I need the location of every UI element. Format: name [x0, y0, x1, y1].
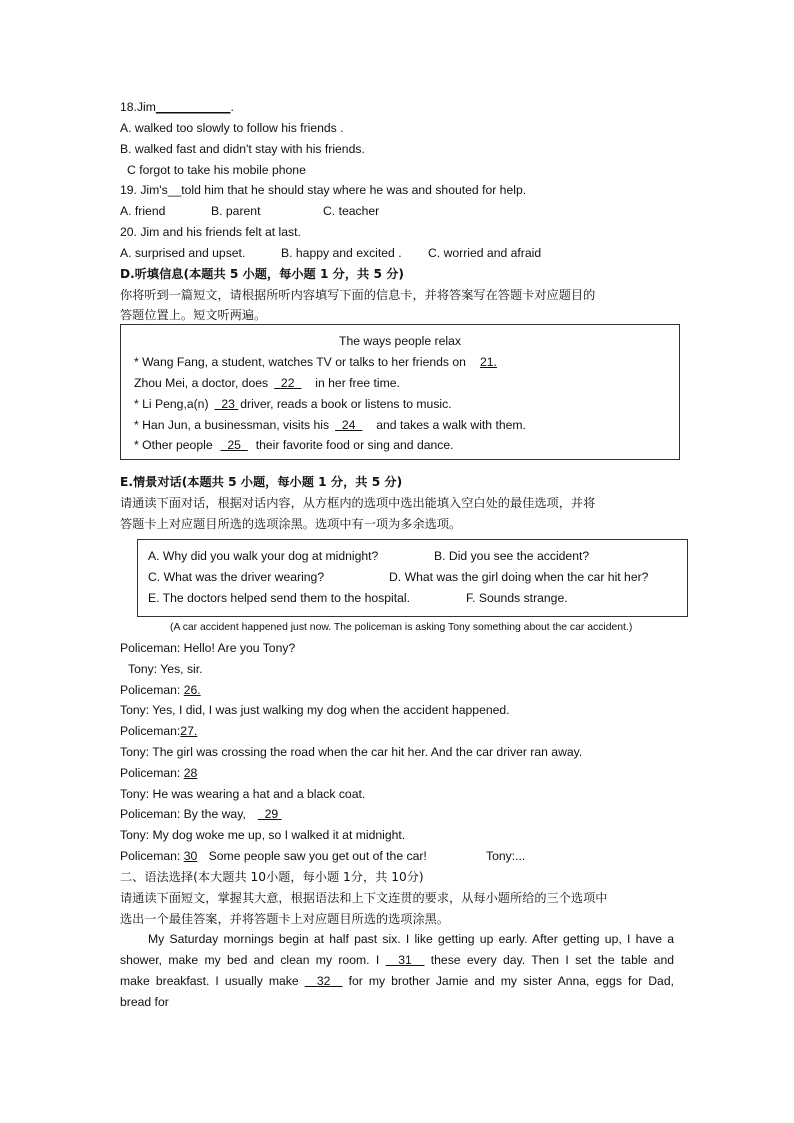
dialogue-line-29: Policeman: By the way, 29: [120, 806, 282, 822]
option-c: C. What was the driver wearing?: [148, 570, 325, 584]
blank-25: 25: [227, 438, 241, 452]
option-b: B. Did you see the accident?: [434, 549, 590, 563]
blank-31: 31: [398, 953, 412, 967]
dialogue-line-6: Tony: The girl was crossing the road when the car hit her. And the car driver ran away.: [120, 745, 583, 759]
blank-27: 27.: [180, 724, 198, 738]
passage-line-4: bread for: [120, 995, 169, 1009]
q19-option-c: C. teacher: [323, 204, 380, 218]
dialogue-line-4: Tony: Yes, I did, I was just walking my dog when the accident happened.: [120, 703, 510, 717]
blank-24: 24: [341, 418, 356, 432]
option-e: E. The doctors helped send them to the hospital.: [148, 591, 410, 605]
dialogue-line-8: Tony: He was wearing a hat and a black coat.: [120, 787, 366, 801]
info-card-line-22: Zhou Mei, a doctor, does 22 in her free time.: [134, 376, 400, 390]
q19-option-b: B. parent: [211, 204, 261, 218]
q18-option-a: A. walked too slowly to follow his friends .: [120, 121, 344, 135]
grammar-instruction-2: 选出一个最佳答案，并将答题卡上对应题目所选的选项涂黑。: [120, 912, 450, 926]
options-box: [137, 539, 688, 617]
blank-32: 32: [316, 974, 331, 988]
passage-line-1: My Saturday mornings begin at half past six. I like getting up early. After getting up, I have a: [148, 932, 674, 946]
q20-option-c: C. worried and afraid: [428, 246, 542, 260]
info-card: [120, 324, 680, 460]
q20-option-b: B. happy and excited .: [281, 246, 402, 260]
q18-option-b: B. walked fast and didn't stay with his friends.: [120, 142, 365, 156]
q19-stem: 19. Jim's__told him that he should stay where he was and shouted for help.: [120, 183, 527, 197]
info-card-line-24: * Han Jun, a businessman, visits his 24 and takes a walk with them.: [134, 418, 526, 432]
blank-23: 23: [221, 397, 235, 411]
dialogue-line-28: Policeman: 28: [120, 766, 198, 780]
dialogue-line-1: Policeman: Hello! Are you Tony?: [120, 641, 296, 655]
section-d-instruction-1: 你将听到一篇短文，请根据所听内容填写下面的信息卡，并将答案写在答题卡对应题目的: [120, 288, 596, 302]
option-f: F. Sounds strange.: [466, 591, 568, 605]
blank-29: 29: [264, 807, 279, 821]
section-d-heading: D.听填信息(本题共 5 小题，每小题 1 分，共 5 分): [120, 267, 404, 281]
info-card-title: The ways people relax: [339, 334, 461, 348]
info-card-line-21: * Wang Fang, a student, watches TV or talks to her friends on 21.: [134, 355, 497, 369]
dialogue-note: (A car accident happened just now. The policeman is asking Tony something about the car accident.): [170, 622, 633, 633]
option-a: A. Why did you walk your dog at midnight?: [148, 549, 379, 563]
grammar-heading: 二、语法选择(本大题共 10小题，每小题 1分，共 10分): [120, 870, 424, 884]
section-e-instruction-1: 请通读下面对话，根据对话内容，从方框内的选项中选出能填入空白处的最佳选项，并将: [120, 496, 596, 510]
blank-22: 22: [280, 376, 295, 390]
info-card-line-23: * Li Peng,a(n) 23 driver, reads a book or listens to music.: [134, 397, 452, 411]
dialogue-line-26: Policeman: 26.: [120, 683, 201, 697]
info-card-line-25: * Other people 25 their favorite food or sing and dance.: [134, 438, 454, 452]
q18-option-c: C forgot to take his mobile phone: [127, 163, 306, 177]
blank-28: 28: [183, 766, 198, 780]
dialogue-line-2: Tony: Yes, sir.: [128, 662, 203, 676]
blank-26: 26.: [183, 683, 201, 697]
dialogue-line-27: Policeman:27.: [120, 724, 198, 738]
dialogue-line-30: Policeman: 30 Some people saw you get out of the car! Tony:...: [120, 849, 526, 863]
blank-21: 21.: [479, 355, 497, 369]
section-e-instruction-2: 答题卡上对应题目所选的选项涂黑。选项中有一项为多余选项。: [120, 517, 462, 531]
option-d: D. What was the girl doing when the car hit her?: [389, 570, 649, 584]
grammar-instruction-1: 请通读下面短文，掌握其大意，根据语法和上下文连贯的要求，从每小题所给的三个选项中: [120, 891, 608, 905]
passage-line-2: shower, make my bed and clean my room. I 31 these every day. Then I set the table and: [120, 953, 675, 967]
q18-stem: 18.Jim___________.: [120, 100, 234, 114]
blank-30: 30: [183, 849, 198, 863]
q19-option-a: A. friend: [120, 204, 166, 218]
dialogue-line-10: Tony: My dog woke me up, so I walked it at midnight.: [120, 828, 406, 842]
section-d-instruction-2: 答题位置上。短文听两遍。: [120, 308, 267, 322]
section-e-heading: E.情景对话(本题共 5 小题，每小题 1 分，共 5 分): [120, 475, 403, 489]
q20-option-a: A. surprised and upset.: [120, 246, 246, 260]
q20-stem: 20. Jim and his friends felt at last.: [120, 225, 301, 239]
passage-line-3: make breakfast. I usually make 32 for my brother Jamie and my sister Anna, eggs for Dad,: [120, 974, 674, 988]
